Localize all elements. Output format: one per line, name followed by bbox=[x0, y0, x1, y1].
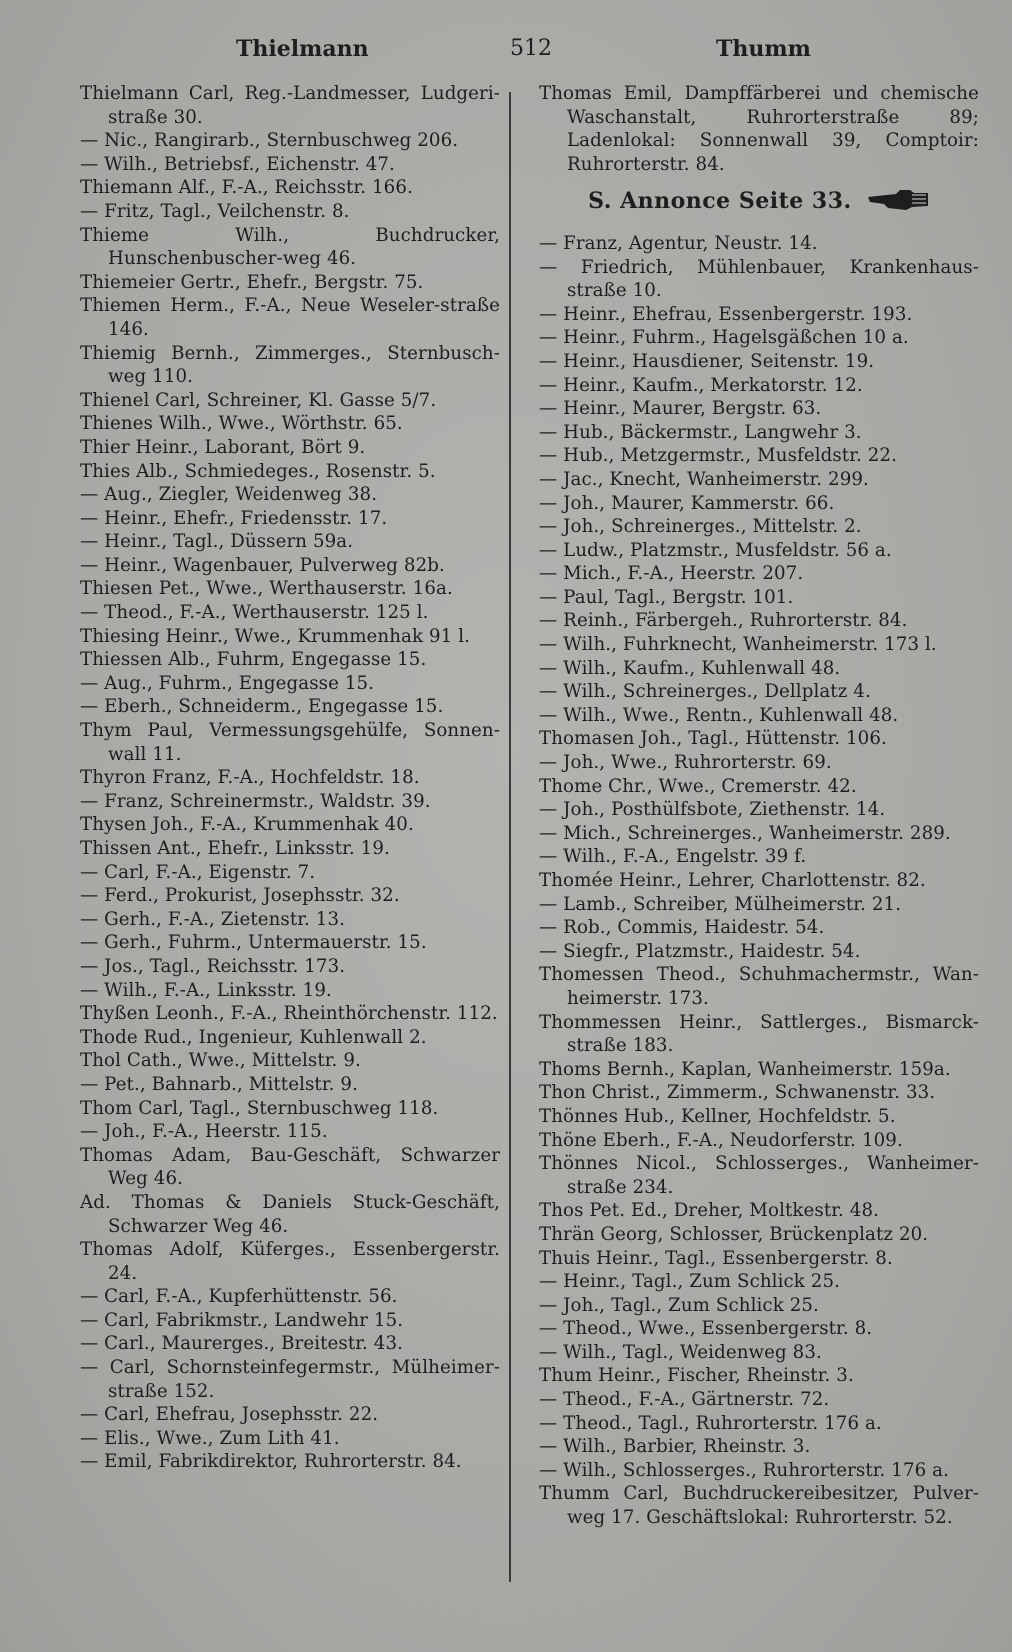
directory-entry: — Mich., F.-A., Heerstr. 207. bbox=[539, 563, 804, 585]
directory-entry: — Hub., Metzgermstr., Musfeldstr. 22. bbox=[539, 445, 897, 467]
directory-entry: — Ferd., Prokurist, Josephsstr. 32. bbox=[80, 885, 400, 907]
directory-entry: Thrän Georg, Schlosser, Brückenplatz 20. bbox=[539, 1223, 929, 1245]
directory-entry: Thieme Wilh., Buchdrucker, Hunschenbuscher-weg 46. bbox=[80, 224, 500, 270]
directory-entry: — Theod., Tagl., Ruhrorterstr. 176 a. bbox=[539, 1412, 882, 1434]
directory-entry: — Jos., Tagl., Reichsstr. 173. bbox=[80, 955, 346, 977]
directory-entry: Thomas Adam, Bau-Geschäft, Schwarzer Weg 46. bbox=[80, 1144, 500, 1190]
directory-entry: — Gerh., F.-A., Zietenstr. 13. bbox=[80, 908, 346, 930]
directory-entry: — Wilh., Wwe., Rentn., Kuhlenwall 48. bbox=[539, 704, 899, 726]
directory-entry: Thol Cath., Wwe., Mittelstr. 9. bbox=[80, 1050, 361, 1072]
directory-entry: — Heinr., Wagenbauer, Pulverweg 82b. bbox=[80, 554, 445, 576]
directory-entry: — Jac., Knecht, Wanheimerstr. 299. bbox=[539, 468, 869, 490]
directory-entry: Thiemann Alf., F.-A., Reichsstr. 166. bbox=[80, 177, 413, 199]
directory-entry: — Aug., Ziegler, Weidenweg 38. bbox=[80, 484, 378, 506]
directory-entry: — Emil, Fabrikdirektor, Ruhrorterstr. 84. bbox=[80, 1451, 462, 1473]
directory-entry: Thissen Ant., Ehefr., Linksstr. 19. bbox=[80, 838, 390, 859]
directory-entry: — Paul, Tagl., Bergstr. 101. bbox=[539, 586, 794, 608]
directory-entry: Thos Pet. Ed., Dreher, Moltkestr. 48. bbox=[539, 1200, 880, 1222]
directory-entry: — Heinr., Fuhrm., Hagelsgäßchen 10 a. bbox=[539, 327, 909, 349]
directory-entry: — Wilh., F.-A., Engelstr. 39 f. bbox=[539, 846, 807, 868]
directory-entry: Thomessen Theod., Schuhmachermstr., Wan-heimerstr. 173. bbox=[539, 964, 979, 1009]
annonce-text: S. Annonce Seite 33. bbox=[588, 188, 852, 215]
directory-entry: Ad. Thomas & Daniels Stuck-Geschäft, Schwarzer Weg 46. bbox=[80, 1191, 500, 1237]
right-column-top bbox=[539, 82, 979, 176]
directory-entry: Thiesen Pet., Wwe., Werthauserstr. 16a. bbox=[80, 578, 453, 600]
directory-entry: — Mich., Schreinerges., Wanheimerstr. 289. bbox=[539, 822, 951, 844]
directory-entry: — Heinr., Ehefr., Friedensstr. 17. bbox=[80, 507, 388, 529]
directory-entry: — Joh., Schreinerges., Mittelstr. 2. bbox=[539, 516, 862, 538]
directory-entry: Thönnes Nicol., Schlosserges., Wanheimer-straße 234. bbox=[539, 1153, 979, 1198]
directory-entry: Thom Carl, Tagl., Sternbuschweg 118. bbox=[80, 1097, 439, 1119]
directory-entry: — Wilh., Schreinerges., Dellplatz 4. bbox=[539, 681, 871, 703]
directory-entry: — Heinr., Kaufm., Merkatorstr. 12. bbox=[539, 374, 863, 396]
directory-entry: Thienes Wilh., Wwe., Wörthstr. 65. bbox=[80, 413, 403, 435]
directory-entry: — Wilh., F.-A., Linksstr. 19. bbox=[80, 979, 332, 1001]
directory-entry: — Carl, F.-A., Kupferhüttenstr. 56. bbox=[80, 1286, 398, 1308]
directory-entry: — Wilh., Fuhrknecht, Wanheimerstr. 173 l. bbox=[539, 634, 937, 656]
directory-entry: Thielmann Carl, Reg.-Landmesser, Ludgeri-straße 30. bbox=[80, 83, 500, 128]
directory-entry: Thomée Heinr., Lehrer, Charlottenstr. 82. bbox=[539, 870, 926, 891]
directory-entry: Thode Rud., Ingenieur, Kuhlenwall 2. bbox=[80, 1026, 427, 1048]
directory-entry: — Carl, Ehefrau, Josephsstr. 22. bbox=[80, 1404, 379, 1426]
directory-entry: — Heinr., Tagl., Düssern 59a. bbox=[80, 531, 354, 553]
column-divider bbox=[509, 92, 511, 1582]
directory-entry: — Wilh., Barbier, Rheinstr. 3. bbox=[539, 1436, 811, 1458]
directory-entry: — Joh., Tagl., Zum Schlick 25. bbox=[539, 1294, 819, 1316]
directory-entry: — Eberh., Schneiderm., Engegasse 15. bbox=[80, 696, 444, 718]
page-header bbox=[66, 36, 972, 70]
directory-entry: Thoms Bernh., Kaplan, Wanheimerstr. 159a. bbox=[539, 1058, 951, 1080]
directory-entry: Thon Christ., Zimmerm., Schwanenstr. 33. bbox=[539, 1082, 936, 1104]
directory-entry: — Heinr., Tagl., Zum Schlick 25. bbox=[539, 1271, 841, 1293]
directory-entry: Thommessen Heinr., Sattlerges., Bismarck-straße 183. bbox=[539, 1011, 979, 1057]
directory-entry: Thöne Eberh., F.-A., Neudorferstr. 109. bbox=[539, 1129, 903, 1151]
directory-entry: Thienel Carl, Schreiner, Kl. Gasse 5/7. bbox=[80, 389, 437, 411]
directory-entry: — Carl, Fabrikmstr., Landwehr 15. bbox=[80, 1309, 404, 1331]
right-column bbox=[539, 82, 979, 1530]
directory-entry: — Carl., Maurerges., Breitestr. 43. bbox=[80, 1333, 404, 1355]
directory-entry: Thiesing Heinr., Wwe., Krummenhak 91 l. bbox=[80, 625, 471, 647]
directory-entry: Thiemen Herm., F.-A., Neue Weseler-straße 146. bbox=[80, 295, 500, 340]
directory-entry: Thym Paul, Vermessungsgehülfe, Sonnen-wall 11. bbox=[80, 720, 500, 765]
directory-entry: Thumm Carl, Buchdruckereibesitzer, Pulver-weg 17. Geschäftslokal: Ruhrorterstr. 52. bbox=[539, 1483, 979, 1529]
directory-entry: — Joh., F.-A., Heerstr. 115. bbox=[80, 1121, 328, 1143]
directory-entry: Thyron Franz, F.-A., Hochfeldstr. 18. bbox=[80, 767, 420, 789]
directory-entry: — Joh., Posthülfsbote, Ziethenstr. 14. bbox=[539, 799, 886, 821]
directory-entry: — Gerh., Fuhrm., Untermauerstr. 15. bbox=[80, 932, 427, 954]
directory-entry: — Lamb., Schreiber, Mülheimerstr. 21. bbox=[539, 893, 902, 915]
directory-entry: — Joh., Maurer, Kammerstr. 66. bbox=[539, 492, 835, 514]
directory-entry: — Franz, Schreinermstr., Waldstr. 39. bbox=[80, 790, 431, 812]
directory-entry: Thomas Adolf, Küferges., Essenbergerstr. 24. bbox=[80, 1239, 500, 1284]
directory-entry: — Franz, Agentur, Neustr. 14. bbox=[539, 232, 818, 254]
annonce-line bbox=[539, 176, 979, 232]
directory-entry: — Carl, Schornsteinfegermstr., Mülheimer-straße 152. bbox=[80, 1357, 500, 1402]
directory-entry: — Aug., Fuhrm., Engegasse 15. bbox=[80, 672, 375, 694]
header-right-name: Thumm bbox=[716, 36, 811, 62]
directory-entry: — Pet., Bahnarb., Mittelstr. 9. bbox=[80, 1073, 358, 1095]
directory-entry: Thiemeier Gertr., Ehefr., Bergstr. 75. bbox=[80, 271, 424, 293]
directory-entry: Thome Chr., Wwe., Cremerstr. 42. bbox=[539, 775, 857, 797]
directory-entry: Thier Heinr., Laborant, Bört 9. bbox=[80, 436, 366, 458]
directory-entry: — Fritz, Tagl., Veilchenstr. 8. bbox=[80, 200, 350, 222]
directory-entry: — Elis., Wwe., Zum Lith 41. bbox=[80, 1427, 340, 1449]
directory-entry: Thyßen Leonh., F.-A., Rheinthörchenstr. 112. bbox=[80, 1003, 498, 1025]
header-left-name: Thielmann bbox=[236, 36, 369, 62]
directory-entry: — Friedrich, Mühlenbauer, Krankenhaus-straße 10. bbox=[539, 256, 979, 302]
directory-entry: — Heinr., Hausdiener, Seitenstr. 19. bbox=[539, 350, 875, 372]
right-column-entries bbox=[539, 232, 979, 1530]
directory-entry: — Hub., Bäckermstr., Langwehr 3. bbox=[539, 421, 862, 443]
page-number: 512 bbox=[510, 36, 552, 61]
directory-entry: Thiemig Bernh., Zimmerges., Sternbusch-weg 110. bbox=[80, 342, 500, 388]
directory-entry: — Nic., Rangirarb., Sternbuschweg 206. bbox=[80, 130, 459, 152]
directory-entry: — Theod., F.-A., Gärtnerstr. 72. bbox=[539, 1389, 830, 1411]
left-column bbox=[80, 82, 500, 1474]
directory-entry: Thies Alb., Schmiedeges., Rosenstr. 5. bbox=[80, 460, 436, 482]
directory-entry: — Rob., Commis, Haidestr. 54. bbox=[539, 917, 825, 939]
directory-entry: Thomas Emil, Dampffärberei und chemische Waschanstalt, Ruhrorterstraße 89; Ladenlokal: Sonnenwall 39, Comptoir: Ruhrorterstr. 84. bbox=[539, 83, 979, 175]
pointing-hand-icon bbox=[866, 186, 930, 218]
directory-entry: Thuis Heinr., Tagl., Essenbergerstr. 8. bbox=[539, 1247, 893, 1269]
directory-entry: — Ludw., Platzmstr., Musfeldstr. 56 a. bbox=[539, 539, 892, 561]
directory-entry: Thönnes Hub., Kellner, Hochfeldstr. 5. bbox=[539, 1105, 896, 1127]
directory-entry: — Wilh., Betriebsf., Eichenstr. 47. bbox=[80, 153, 395, 175]
directory-entry: Thomasen Joh., Tagl., Hüttenstr. 106. bbox=[539, 728, 887, 750]
directory-entry: — Siegfr., Platzmstr., Haidestr. 54. bbox=[539, 940, 861, 962]
directory-entry: — Wilh., Tagl., Weidenweg 83. bbox=[539, 1341, 822, 1363]
directory-entry: — Reinh., Färbergeh., Ruhrorterstr. 84. bbox=[539, 610, 908, 632]
directory-entry: — Heinr., Ehefrau, Essenbergerstr. 193. bbox=[539, 303, 913, 325]
directory-entry: Thum Heinr., Fischer, Rheinstr. 3. bbox=[539, 1365, 854, 1387]
directory-entry: — Carl, F.-A., Eigenstr. 7. bbox=[80, 861, 316, 883]
directory-entry: Thysen Joh., F.-A., Krummenhak 40. bbox=[80, 814, 414, 836]
directory-entry: — Theod., F.-A., Werthauserstr. 125 l. bbox=[80, 602, 429, 624]
directory-entry: — Heinr., Maurer, Bergstr. 63. bbox=[539, 398, 822, 420]
directory-entry: — Theod., Wwe., Essenbergerstr. 8. bbox=[539, 1318, 873, 1340]
directory-entry: Thiessen Alb., Fuhrm, Engegasse 15. bbox=[80, 649, 427, 671]
directory-entry: — Wilh., Kaufm., Kuhlenwall 48. bbox=[539, 657, 841, 679]
directory-entry: — Wilh., Schlosserges., Ruhrorterstr. 176 a. bbox=[539, 1459, 950, 1481]
directory-entry: — Joh., Wwe., Ruhrorterstr. 69. bbox=[539, 752, 832, 774]
